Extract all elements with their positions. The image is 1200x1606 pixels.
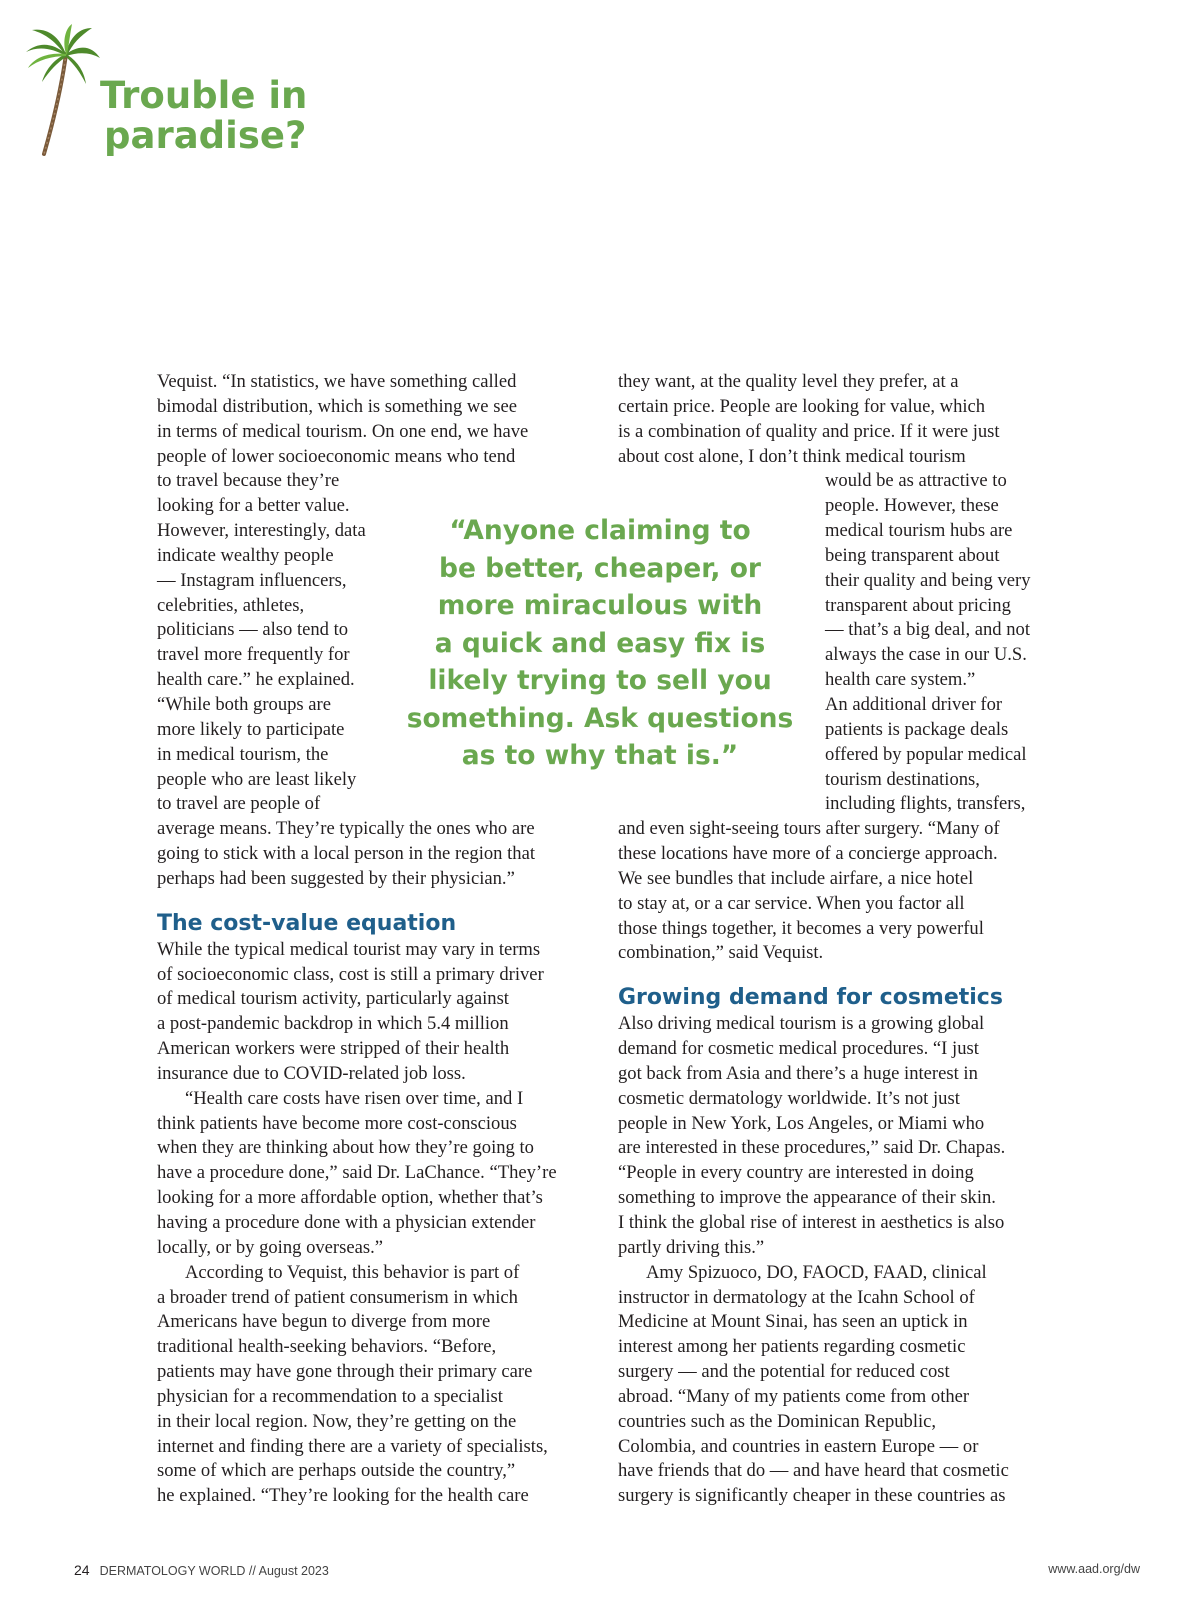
- section-heading: Growing demand for cosmetics: [618, 985, 1003, 1011]
- paragraph: [618, 370, 1058, 693]
- text-line: would be as attractive to: [825, 470, 1007, 492]
- text-line: Vequist. “In statistics, we have something called: [157, 371, 517, 392]
- text-line: of socioeconomic class, cost is still a primary driver: [157, 963, 544, 985]
- text-line: insurance due to COVID-related job loss.: [157, 1062, 466, 1084]
- section-heading: The cost-value equation: [157, 910, 457, 936]
- text-line: health care system.”: [825, 669, 976, 691]
- text-line: those things together, it becomes a very powerful: [618, 917, 984, 939]
- paragraph: [157, 1261, 589, 1509]
- palm-tree-logo: [22, 24, 102, 158]
- text-line: when they are thinking about how they’re going to: [157, 1137, 534, 1159]
- publication-name: DERMATOLOGY WORLD // August 2023: [99, 1564, 329, 1578]
- paragraph: [618, 1012, 1058, 1260]
- text-line: We see bundles that include airfare, a nice hotel: [618, 867, 974, 889]
- text-line: a post-pandemic backdrop in which 5.4 million: [157, 1013, 509, 1035]
- text-line: countries such as the Dominican Republic,: [618, 1410, 937, 1432]
- text-line: being transparent about: [825, 544, 1000, 566]
- text-line: abroad. “Many of my patients come from other: [618, 1385, 970, 1407]
- text-line: travel more frequently for: [157, 644, 350, 666]
- text-line: people who are least likely: [157, 768, 357, 790]
- text-line: — that’s a big deal, and not: [825, 619, 1031, 641]
- text-line: However, interestingly, data: [157, 520, 366, 542]
- text-line: locally, or by going overseas.”: [157, 1236, 383, 1258]
- page-number: 24: [74, 1562, 90, 1578]
- pull-quote-line: something. Ask questions: [406, 702, 794, 734]
- text-line: offered by popular medical: [825, 743, 1027, 765]
- text-line: Amy Spizuoco, DO, FAOCD, FAAD, clinical: [646, 1261, 987, 1283]
- text-line: he explained. “They’re looking for the health care: [157, 1485, 529, 1507]
- text-line: and even sight-seeing tours after surgery. “Many of: [618, 818, 1000, 840]
- text-line: politicians — also tend to: [157, 619, 349, 641]
- paragraph: [157, 938, 589, 1087]
- text-line: more likely to participate: [157, 718, 345, 740]
- right-column: [618, 370, 1058, 1509]
- text-line: cosmetic dermatology worldwide. It’s not just: [618, 1087, 960, 1109]
- text-line: American workers were stripped of their health: [157, 1038, 510, 1060]
- text-line: patients is package deals: [825, 718, 1009, 740]
- text-line: their quality and being very: [825, 569, 1031, 591]
- text-line: tourism destinations,: [825, 768, 980, 790]
- text-line: “While both groups are: [157, 693, 331, 715]
- text-line: looking for a better value.: [157, 495, 350, 517]
- text-line: “People in every country are interested in doing: [618, 1162, 974, 1184]
- text-line: “Health care costs have risen over time, and I: [185, 1087, 524, 1109]
- pull-quote-line: more miraculous with: [437, 590, 763, 621]
- text-line: internet and finding there are a variety of specialists,: [157, 1435, 548, 1457]
- text-line: certain price. People are looking for value, which: [618, 395, 986, 417]
- text-line: indicate wealthy people: [157, 544, 334, 566]
- text-line: in medical tourism, the: [157, 743, 329, 765]
- footer-folio: [74, 1562, 329, 1578]
- text-line: Also driving medical tourism is a growing global: [618, 1013, 985, 1035]
- pull-quote-line: a quick and easy fix is: [434, 627, 766, 659]
- pull-quote-line: “Anyone claiming to: [449, 515, 751, 546]
- text-line: including flights, transfers,: [825, 793, 1026, 815]
- text-line: demand for cosmetic medical procedures. “I just: [618, 1038, 979, 1060]
- text-line: bimodal distribution, which is something we see: [157, 395, 517, 417]
- footer-url: www.aad.org/dw: [1048, 1562, 1140, 1576]
- text-line: physician for a recommendation to a specialist: [157, 1385, 503, 1407]
- paragraph: [618, 1261, 1058, 1509]
- text-line: celebrities, athletes,: [157, 594, 305, 616]
- text-line: I think the global rise of interest in aesthetics is also: [618, 1212, 1005, 1233]
- text-line: traditional health-seeking behaviors. “Before,: [157, 1336, 497, 1358]
- text-line: in their local region. Now, they’re getting on the: [157, 1410, 517, 1432]
- text-line: — Instagram influencers,: [157, 569, 347, 591]
- paragraph: [157, 1087, 589, 1261]
- text-line: to travel are people of: [157, 793, 321, 815]
- text-line: people of lower socioeconomic means who tend: [157, 445, 516, 467]
- text-line: patients may have gone through their primary care: [157, 1361, 533, 1383]
- text-line: got back from Asia and there’s a huge interest in: [618, 1062, 978, 1084]
- text-line: Americans have begun to diverge from more: [157, 1311, 491, 1333]
- text-line: to travel because they’re: [157, 470, 340, 492]
- text-line: of medical tourism activity, particularly against: [157, 988, 509, 1010]
- text-line: going to stick with a local person in the region that: [157, 843, 535, 865]
- text-line: something to improve the appearance of their skin.: [618, 1187, 996, 1209]
- text-line: have friends that do — and have heard that cosmetic: [618, 1460, 1009, 1482]
- text-line: to stay at, or a car service. When you factor all: [618, 892, 965, 914]
- text-line: medical tourism hubs are: [825, 520, 1013, 542]
- text-line: always the case in our U.S.: [825, 644, 1027, 666]
- pull-quote-line: be better, cheaper, or: [439, 552, 761, 584]
- text-line: Medicine at Mount Sinai, has seen an uptick in: [618, 1311, 968, 1333]
- pull-quote-line: likely trying to sell you: [428, 665, 772, 696]
- text-line: these locations have more of a concierge approach.: [618, 843, 998, 865]
- text-line: interest among her patients regarding cosmetic: [618, 1336, 966, 1358]
- title-line: Trouble in: [100, 74, 308, 117]
- text-line: perhaps had been suggested by their physician.”: [157, 867, 515, 889]
- text-line: people in New York, Los Angeles, or Miami who: [618, 1112, 985, 1134]
- text-line: some of which are perhaps outside the country,”: [157, 1460, 516, 1482]
- text-line: health care.” he explained.: [157, 669, 355, 691]
- text-line: partly driving this.”: [618, 1236, 765, 1258]
- text-line: surgery — and the potential for reduced cost: [618, 1361, 950, 1383]
- pull-quote-line: as to why that is.”: [461, 740, 739, 771]
- text-line: they want, at the quality level they prefer, at a: [618, 371, 959, 392]
- text-line: having a procedure done with a physician extender: [157, 1212, 536, 1233]
- text-line: instructor in dermatology at the Icahn School of: [618, 1286, 975, 1308]
- text-line: are interested in these procedures,” said Dr. Chapas.: [618, 1137, 1006, 1159]
- text-line: people. However, these: [825, 495, 999, 517]
- text-line: a broader trend of patient consumerism in which: [157, 1286, 518, 1308]
- text-line: Colombia, and countries in eastern Europe — or: [618, 1435, 979, 1457]
- text-line: about cost alone, I don’t think medical tourism: [618, 445, 966, 467]
- title-line: paradise?: [104, 114, 307, 157]
- text-line: have a procedure done,” said Dr. LaChance. “They’re: [157, 1162, 557, 1184]
- text-line: is a combination of quality and price. If it were just: [618, 420, 1000, 442]
- text-line: According to Vequist, this behavior is part of: [185, 1261, 520, 1283]
- text-line: combination,” said Vequist.: [618, 942, 824, 964]
- text-line: transparent about pricing: [825, 594, 1011, 616]
- text-line: think patients have become more cost-conscious: [157, 1112, 517, 1134]
- text-line: looking for a more affordable option, whether that’s: [157, 1187, 543, 1209]
- article-title: [100, 76, 307, 156]
- text-line: in terms of medical tourism. On one end, we have: [157, 420, 529, 442]
- text-line: surgery is significantly cheaper in these countries as: [618, 1485, 1006, 1507]
- text-line: average means. They’re typically the ones who are: [157, 818, 535, 840]
- text-line: An additional driver for: [825, 693, 1003, 715]
- paragraph: [618, 693, 1058, 966]
- text-line: While the typical medical tourist may vary in terms: [157, 938, 541, 960]
